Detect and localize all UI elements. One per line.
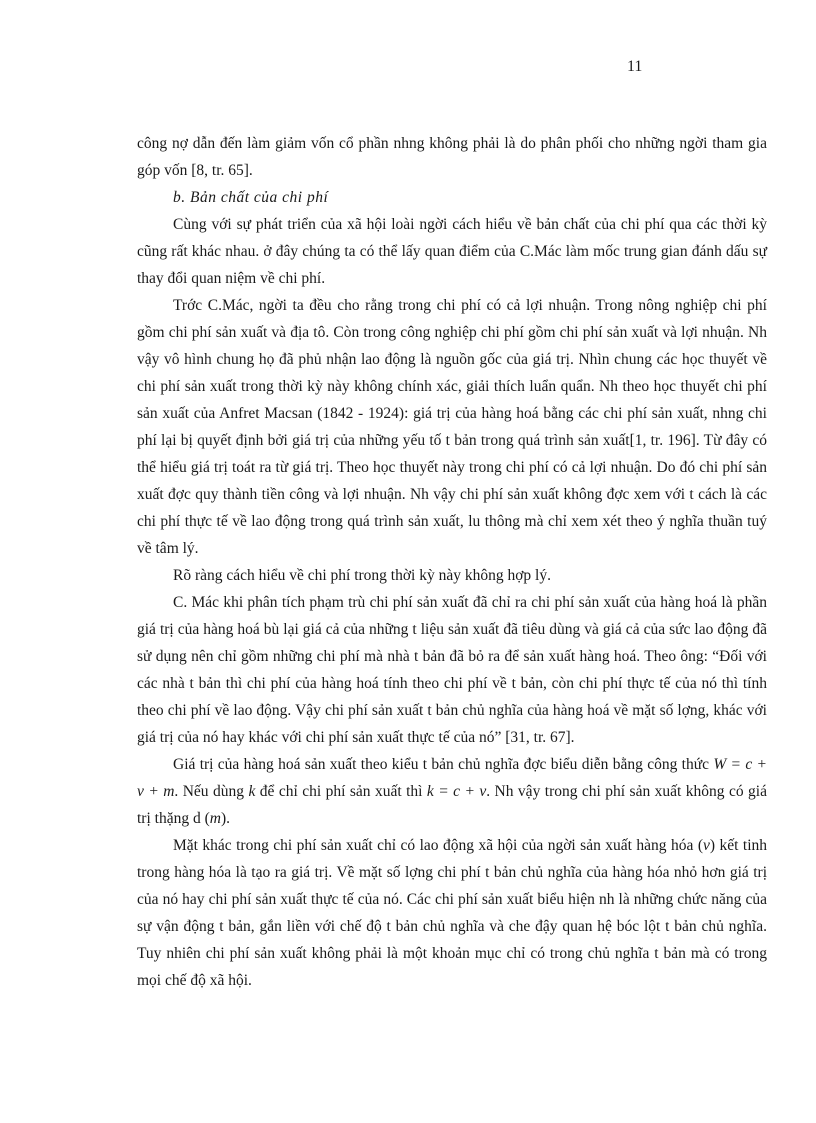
paragraph-1: Cùng với sự phát triển của xã hội loài ngời cách hiểu về bản chất của chi phí qua các thời kỳ cũng rất khác nhau. ở đây chúng ta có thể lấy quan điểm của C.Mác làm mốc trung gian đánh dấu sự thay đổi quan niệm về chi phí. — [137, 216, 767, 287]
paragraph-5-text-b: . Nếu dùng — [174, 783, 249, 800]
paragraph-3: Rõ ràng cách hiểu về chi phí trong thời kỳ này không hợp lý. — [173, 567, 551, 584]
formula-cost: k = c + v — [426, 783, 487, 800]
paragraph-5-text-e: ). — [220, 810, 230, 827]
section-heading: b. Bản chất của chi phí — [173, 189, 329, 206]
paragraph-5-text-d: . Nh vậy trong chi phí sản xuất không có giá trị thặng d ( — [137, 783, 767, 827]
paragraph-5 — [137, 751, 767, 832]
paragraph-continuation: công nợ dẫn đến làm giảm vốn cổ phần nhng không phải là do phân phối cho những ngời tham gia góp vốn [8, tr. 65]. — [137, 135, 767, 179]
paragraph-6-text-b: ) kết tinh trong hàng hóa là tạo ra giá trị. Về mặt số lợng chi phí t bản chủ nghĩa của hàng hóa nhỏ hơn giá trị của nó hay chi phí sản xuất thực tế của nó. Các chi phí sản xuất biểu hiện nh là những chức năng của sự vận động t bản, gắn liền với chế độ t bản chủ nghĩa và che đậy quan hệ bóc lột t bản chủ nghĩa. Tuy nhiên chi phí sản xuất không phải là một khoản mục chỉ có trong chủ nghĩa t bản mà có trong mọi chế độ xã hội. — [137, 837, 767, 989]
paragraph-5-text-c: để chỉ chi phí sản xuất thì — [255, 783, 427, 800]
document-body — [137, 130, 767, 994]
page-number: 11 — [627, 58, 643, 75]
paragraph-4: C. Mác khi phân tích phạm trù chi phí sản xuất đã chỉ ra chi phí sản xuất của hàng hoá là phần giá trị của hàng hoá bù lại giá cả của những t liệu sản xuất đã tiêu dùng và giá cả của sức lao động đã sử dụng nên chỉ gồm những chi phí mà nhà t bản đã bỏ ra để sản xuất hàng hoá. Theo ông: “Đối với các nhà t bản thì chi phí của hàng hoá tính theo chi phí về t bản, còn chi phí thực tế của nó thì tính theo chi phí về lao động. Vậy chi phí sản xuất t bản chủ nghĩa của hàng hoá về mặt số lợng, khác với giá trị của nó hay khác với chi phí sản xuất thực tế của nó” [31, tr. 67]. — [137, 594, 767, 746]
paragraph-2: Trớc C.Mác, ngời ta đều cho rằng trong chi phí có cả lợi nhuận. Trong nông nghiệp chi phí gồm chi phí sản xuất và địa tô. Còn trong công nghiệp chi phí gồm chi phí sản xuất và lợi nhuận. Nh vậy vô hình chung họ đã phủ nhận lao động là nguồn gốc của giá trị. Nhìn chung các học thuyết về chi phí sản xuất trong thời kỳ này không chính xác, giải thích luẩn quẩn. Nh theo học thuyết chi phí sản xuất của Anfret Macsan (1842 - 1924): giá trị của hàng hoá bằng các chi phí sản xuất, nhng chi phí lại bị quyết định bởi giá trị của những yếu tố t bản trong quá trình sản xuất[1, tr. 196]. Từ đây có thể hiểu giá trị toát ra từ giá trị. Theo học thuyết này trong chi phí có cả lợi nhuận. Do đó chi phí sản xuất đợc quy thành tiền công và lợi nhuận. Nh vậy chi phí sản xuất không đợc xem với t cách là các chi phí thực tế về lao động trong quá trình sản xuất, lu thông mà chỉ xem xét theo ý nghĩa thuần tuý về tâm lý. — [137, 297, 767, 557]
formula-v: v — [703, 837, 710, 854]
formula-k: k — [248, 783, 256, 800]
paragraph-6 — [137, 832, 767, 994]
formula-value: W = c + v + m — [137, 756, 767, 800]
paragraph-6-text-a: Mặt khác trong chi phí sản xuất chỉ có lao động xã hội của ngời sản xuất hàng hóa ( — [173, 837, 703, 854]
formula-m: m — [209, 810, 221, 827]
paragraph-5-text-a: Giá trị của hàng hoá sản xuất theo kiểu t bản chủ nghĩa đợc biểu diễn bằng công thức — [173, 756, 714, 773]
